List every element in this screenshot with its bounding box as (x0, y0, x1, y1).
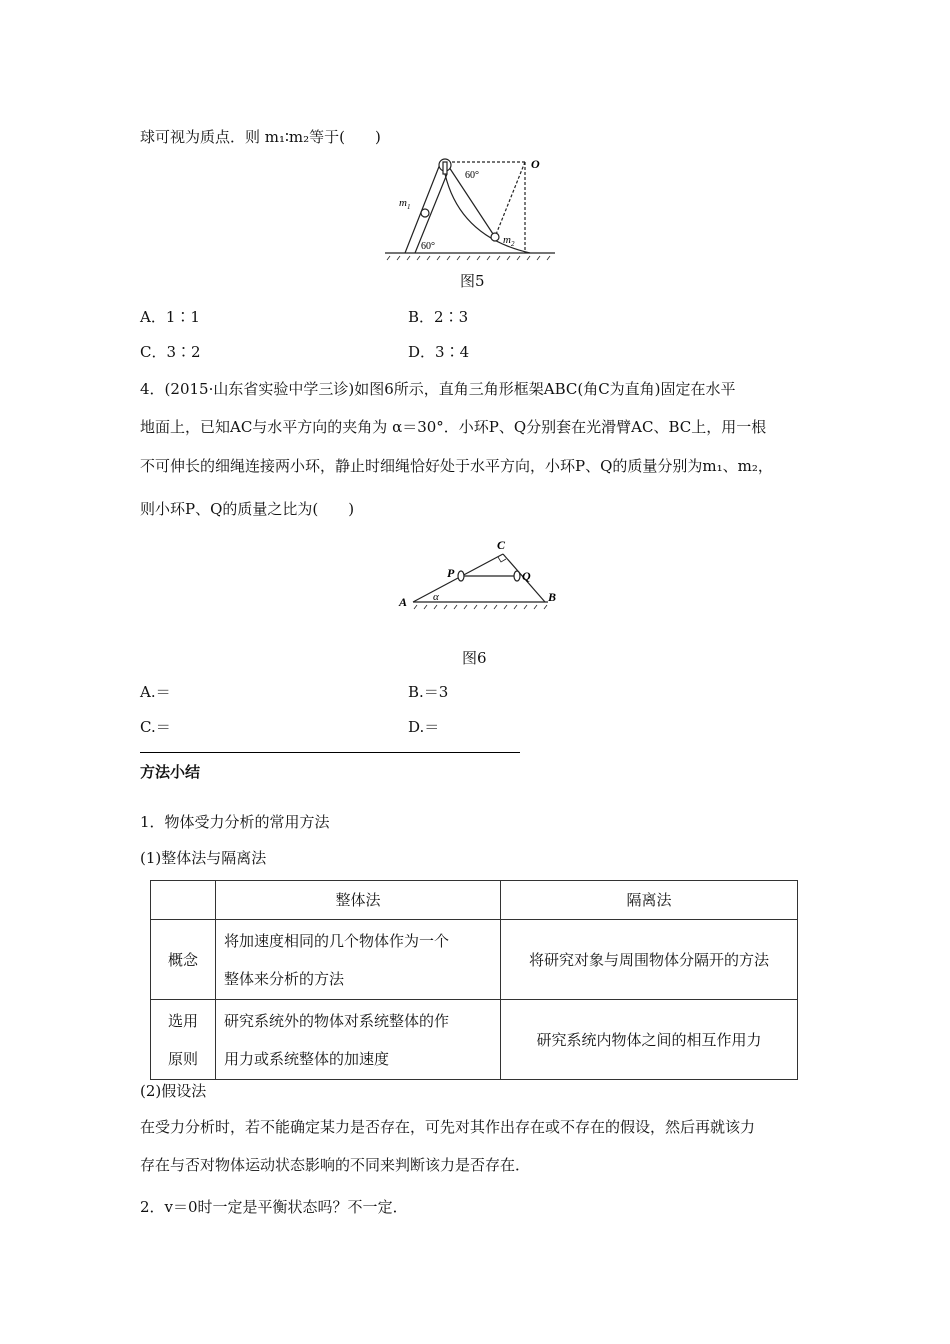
option-b: B．2∶3 (408, 308, 469, 326)
summary-heading: 方法小结 (140, 763, 201, 781)
label-m1: $m_1$ (399, 197, 411, 211)
table-row (151, 920, 798, 1000)
row-label: 概念 (151, 920, 216, 1000)
q4-option-a: A.＝ (140, 683, 171, 701)
option-c: C．3∶2 (140, 343, 201, 361)
summary-para-line-2: 存在与否对物体运动状态影响的不同来判断该力是否存在． (140, 1156, 531, 1174)
q4-line-4: 则小环P、Q的质量之比为( ) (140, 500, 355, 518)
q3-tail-text: 球可视为质点．则 m₁∶m₂等于( ) (140, 128, 381, 146)
label-c: C (497, 538, 506, 552)
q4-option-b: B.＝3 (408, 683, 449, 701)
method-table (150, 880, 798, 1080)
table-row (151, 1000, 798, 1080)
label-angle-top: 60° (465, 170, 479, 181)
summary-sub-1: (1)整体法与隔离法 (140, 849, 267, 867)
label-o: O (531, 157, 540, 171)
label-b: B (548, 590, 557, 604)
figure-5-caption: 图5 (460, 272, 485, 290)
summary-item-2: 2．v＝0时一定是平衡状态吗？不一定． (140, 1198, 408, 1216)
label-p: P (447, 566, 455, 580)
q4-option-d: D.＝ (408, 718, 440, 736)
q4-line-2: 地面上，已知AC与水平方向的夹角为 α＝30°．小环P、Q分别套在光滑臂AC、BC上，用一根 (140, 418, 767, 436)
figure-6 (395, 537, 565, 612)
q4-line-1: 4．(2015·山东省实验中学三诊)如图6所示，直角三角形框架ABC(角C为直角)固定在水平 (140, 380, 736, 398)
label-alpha: α (433, 591, 439, 603)
summary-item-1: 1．物体受力分析的常用方法 (140, 813, 330, 831)
table-header-empty (151, 881, 216, 920)
label-q: Q (522, 569, 531, 583)
label-m2: $m_2$ (503, 234, 515, 248)
summary-para-line-1: 在受力分析时，若不能确定某力是否存在，可先对其作出存在或不存在的假设，然后再就该力 (140, 1118, 756, 1136)
option-a: A．1∶1 (140, 308, 200, 326)
label-a: A (399, 595, 408, 609)
q4-line-3: 不可伸长的细绳连接两小环，静止时细绳恰好处于水平方向，小环P、Q的质量分别为m₁、m₂， (140, 457, 773, 475)
row-isolate: 研究系统内物体之间的相互作用力 (501, 1000, 798, 1080)
table-header-isolate: 隔离法 (501, 881, 798, 920)
label-angle-bottom: 60° (421, 241, 435, 252)
row-whole: 研究系统外的物体对系统整体的作 用力或系统整体的加速度 (216, 1000, 501, 1080)
row-whole: 将加速度相同的几个物体作为一个 整体来分析的方法 (216, 920, 501, 1000)
section-divider (140, 752, 520, 753)
row-label: 选用 原则 (151, 1000, 216, 1080)
q4-option-c: C.＝ (140, 718, 171, 736)
figure-5 (385, 152, 560, 262)
summary-sub-2: (2)假设法 (140, 1082, 207, 1100)
option-d: D．3∶4 (408, 343, 470, 361)
figure-6-caption: 图6 (462, 649, 487, 667)
table-header-whole: 整体法 (216, 881, 501, 920)
row-isolate: 将研究对象与周围物体分隔开的方法 (501, 920, 798, 1000)
